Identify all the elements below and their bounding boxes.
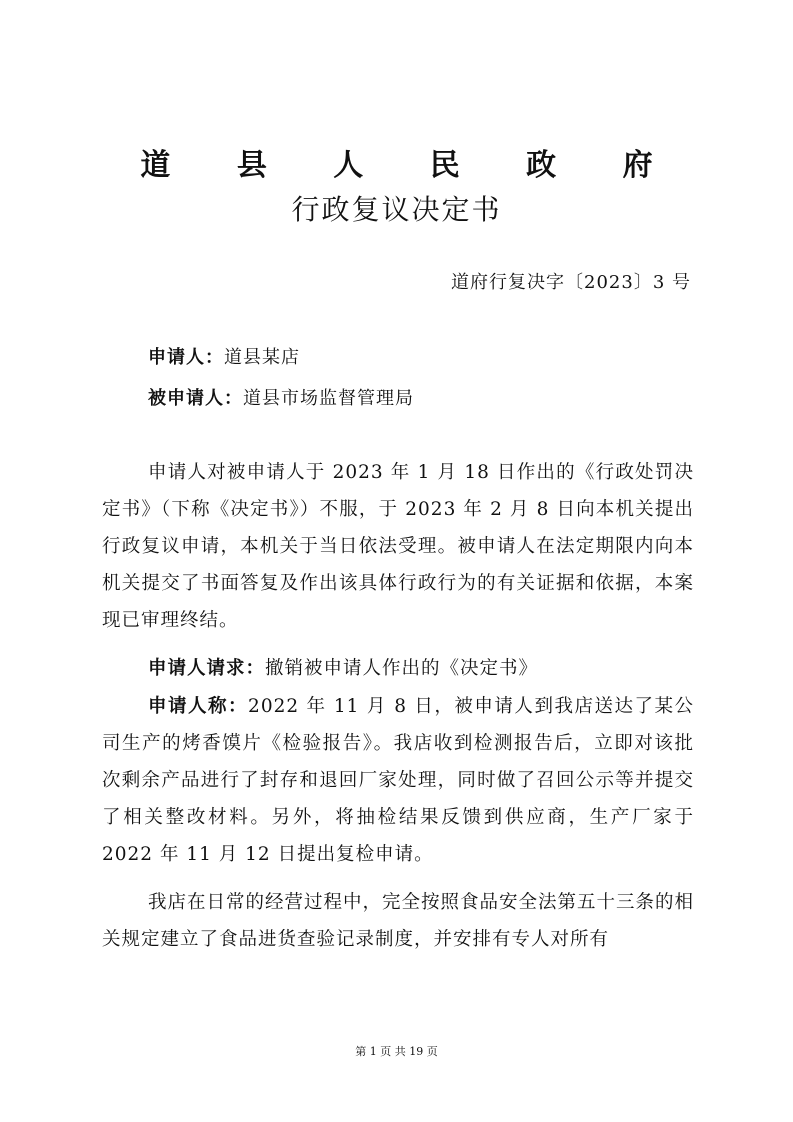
statement-text: 2022 年 11 月 8 日，被申请人到我店送达了某公司生产的烤香馍片《检验报告》。我店收到检测报告后，立即对该批次剩余产品进行了封存和退回厂家处理，同时做了召回公示等并提交了相关整改材料。另外，将抽检结果反馈到供应商，生产厂家于 2022 年 11 月 12 日提出复检申请。: [102, 696, 694, 865]
respondent-value: 道县市场监督管理局: [243, 388, 414, 409]
applicant-value: 道县某店: [224, 347, 300, 368]
page-indicator: 第 1 页 共 19 页: [355, 1045, 438, 1058]
applicant-label: 申请人：: [148, 347, 224, 368]
request-label: 申请人请求：: [148, 658, 266, 679]
issuing-authority: 道 县 人 民 政 府: [140, 148, 681, 183]
respondent-line: [148, 384, 414, 410]
paragraph-applicant-statement: [102, 688, 694, 873]
request-text: 撤销被申请人作出的《决定书》: [265, 658, 539, 679]
paragraph-intro: 申请人对被申请人于 2023 年 1 月 18 日作出的《行政处罚决定书》（下称《决定书》）不服，于 2023 年 2 月 8 日向本机关提出行政复议申请，本机关于当日依法受理。被申请人在法定期限内向本机关提交了书面答复及作出该具体行政行为的有关证据和依据，本案现已审理终结。: [102, 462, 694, 631]
document-number: 道府行复决字〔2023〕3 号: [451, 272, 691, 293]
document-title: 行政复议决定书: [291, 193, 502, 226]
paragraph-request: [102, 650, 694, 687]
respondent-label: 被申请人：: [148, 388, 243, 409]
statement-label: 申请人称：: [148, 696, 249, 717]
applicant-line: [148, 343, 300, 369]
paragraph-continued: 我店在日常的经营过程中，完全按照食品安全法第五十三条的相关规定建立了食品进货查验记录制度，并安排有专人对所有: [102, 892, 695, 950]
